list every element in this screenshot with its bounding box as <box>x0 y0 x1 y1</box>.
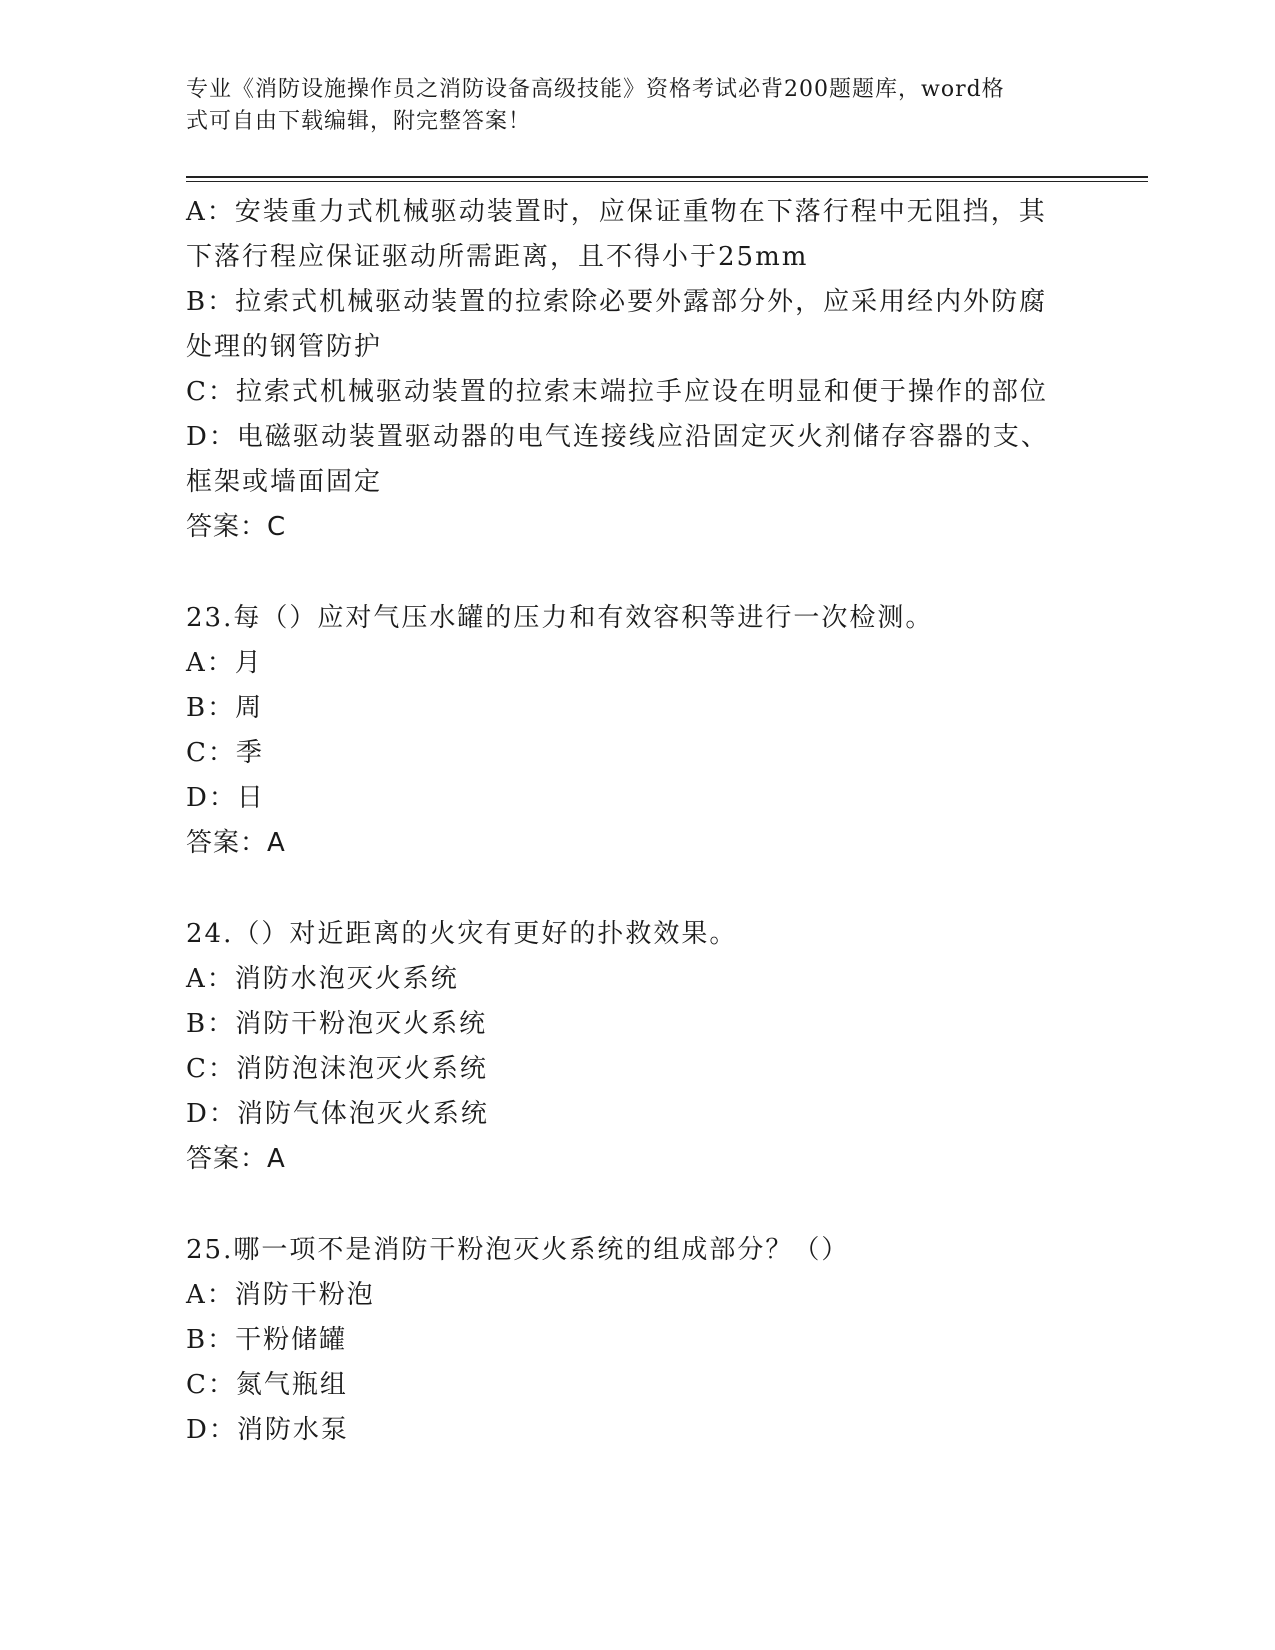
option-a: A：消防干粉泡 <box>186 1280 375 1310</box>
answer: 答案：C <box>186 512 287 542</box>
option-a-line-1: A：安装重力式机械驱动装置时，应保证重物在下落行程中无阻挡，其 <box>186 197 1047 227</box>
document-header <box>186 74 1066 138</box>
option-a: A：消防水泡灭火系统 <box>186 964 459 994</box>
option-c: C：消防泡沫泡灭火系统 <box>186 1054 488 1084</box>
question-text: 24.（）对近距离的火灾有更好的扑救效果。 <box>186 919 738 949</box>
option-d: D：消防气体泡灭火系统 <box>186 1099 489 1129</box>
option-a: A：月 <box>186 648 263 678</box>
option-b: B：消防干粉泡灭火系统 <box>186 1009 488 1039</box>
answer: 答案：A <box>186 1144 286 1174</box>
header-divider-thin <box>186 181 1148 182</box>
option-b-line-1: B：拉索式机械驱动装置的拉索除必要外露部分外，应采用经内外防腐 <box>186 287 1048 317</box>
question-text: 23.每（）应对气压水罐的压力和有效容积等进行一次检测。 <box>186 603 934 633</box>
option-b: B：干粉储罐 <box>186 1325 348 1355</box>
header-divider <box>186 176 1148 178</box>
option-d-line-1: D：电磁驱动装置驱动器的电气连接线应沿固定灭火剂储存容器的支、 <box>186 422 1049 452</box>
spacer <box>186 1182 1086 1228</box>
option-d: D：日 <box>186 783 265 813</box>
option-b-line-2: 处理的钢管防护 <box>186 332 383 362</box>
option-a-line-2: 下落行程应保证驱动所需距离，且不得小于25mm <box>186 242 809 272</box>
option-d-line-2: 框架或墙面固定 <box>186 467 383 497</box>
header-line-2: 式可自由下载编辑，附完整答案！ <box>186 109 532 134</box>
question-text: 25.哪一项不是消防干粉泡灭火系统的组成部分？（） <box>186 1235 850 1265</box>
option-d: D：消防水泵 <box>186 1415 349 1445</box>
question-24-block <box>186 912 1086 1182</box>
answer: 答案：A <box>186 828 286 858</box>
option-c: C：拉索式机械驱动装置的拉索末端拉手应设在明显和便于操作的部位 <box>186 377 1048 407</box>
option-c: C：氮气瓶组 <box>186 1370 348 1400</box>
question-list <box>186 190 1086 1453</box>
option-b: B：周 <box>186 693 264 723</box>
question-25-block <box>186 1228 1086 1453</box>
question-22-block <box>186 190 1086 550</box>
option-c: C：季 <box>186 738 264 768</box>
spacer <box>186 550 1086 596</box>
spacer <box>186 866 1086 912</box>
header-line-1: 专业《消防设施操作员之消防设备高级技能》资格考试必背200题题库，word格 <box>186 77 1005 102</box>
question-23-block <box>186 596 1086 866</box>
